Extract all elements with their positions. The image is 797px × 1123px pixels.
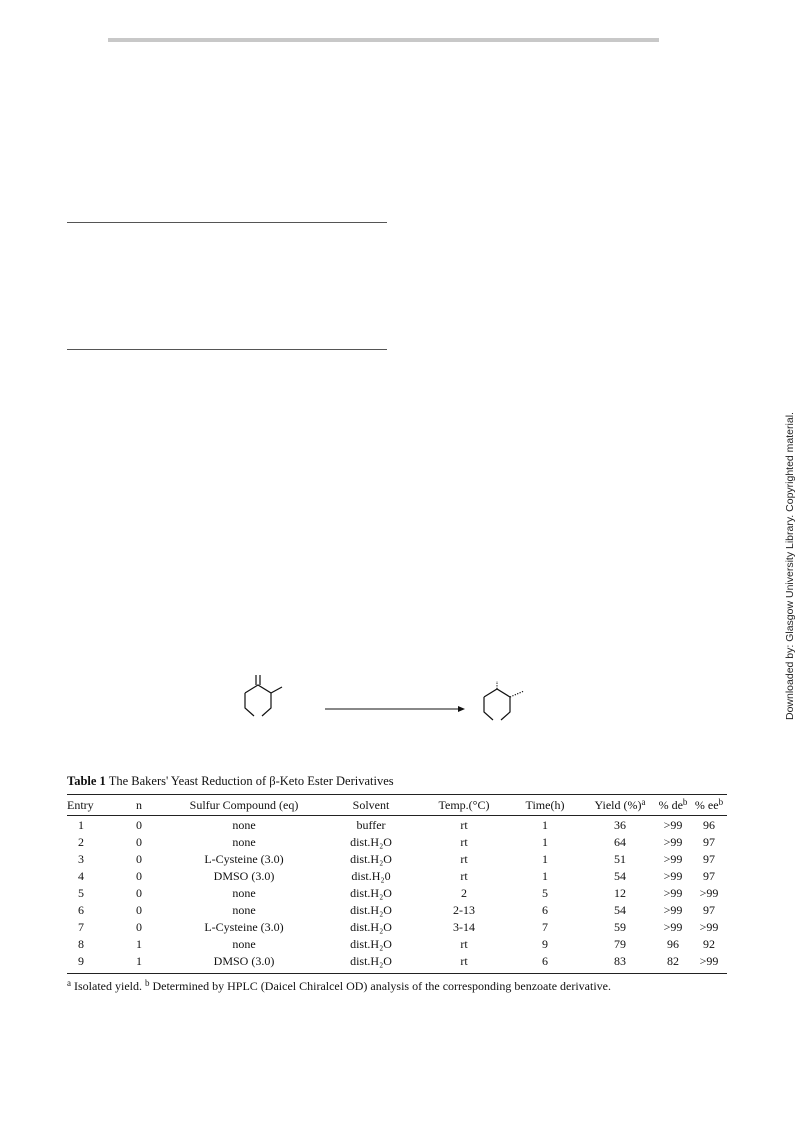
cell-yield: 54	[614, 869, 626, 883]
cell-ee: 97	[703, 835, 715, 849]
cell-entry: 7	[78, 920, 84, 934]
cell-temp: rt	[460, 869, 468, 883]
cell-temp: 2-13	[453, 903, 475, 917]
table-row	[67, 885, 727, 902]
cell-time: 1	[542, 852, 548, 866]
cell-sulfur: none	[232, 835, 256, 849]
cell-ee: >99	[699, 954, 719, 968]
cell-time: 7	[542, 920, 548, 934]
cell-ee: 97	[703, 869, 715, 883]
download-notice-text: Downloaded by: Glasgow University Library. Copyrighted material.	[784, 412, 796, 720]
table-row	[67, 817, 727, 834]
table-row	[67, 902, 727, 919]
cell-time: 6	[542, 903, 548, 917]
cell-yield: 54	[614, 903, 626, 917]
cell-temp: rt	[460, 835, 468, 849]
cell-solvent: dist.H₂O	[350, 886, 392, 900]
table-label: Table 1	[67, 774, 106, 788]
cell-temp: rt	[460, 818, 468, 832]
reaction-arrow	[325, 706, 465, 712]
table-row	[67, 834, 727, 851]
table-rule-middle	[67, 815, 727, 816]
table-caption	[67, 774, 394, 789]
table-header	[67, 796, 727, 814]
cell-yield: 36	[614, 818, 626, 832]
table-rule-top	[67, 794, 727, 795]
col-header-n: n	[136, 797, 142, 812]
col-header-de: % $de^b$	[658, 796, 688, 812]
cell-de: >99	[663, 920, 683, 934]
col-header-temp: Temp.(°C)	[438, 797, 490, 812]
cell-n: 0	[136, 920, 142, 934]
cell-sulfur: none	[232, 886, 256, 900]
cell-ee: 96	[703, 818, 715, 832]
cell-entry: 8	[78, 937, 84, 951]
table-body	[67, 817, 727, 970]
cell-solvent: dist.H₂O	[350, 852, 392, 866]
cell-n: 0	[136, 818, 142, 832]
cell-entry: 2	[78, 835, 84, 849]
section-rule-top	[67, 222, 387, 223]
table-row	[67, 868, 727, 885]
reaction-scheme	[230, 675, 550, 735]
cell-temp: 3-14	[453, 920, 475, 934]
cell-n: 0	[136, 886, 142, 900]
cell-entry: 4	[78, 869, 84, 883]
cell-time: 5	[542, 886, 548, 900]
cell-sulfur: none	[232, 903, 256, 917]
cell-sulfur: DMSO (3.0)	[213, 954, 275, 968]
cell-temp: 2	[461, 886, 467, 900]
cell-entry: 5	[78, 886, 84, 900]
cell-yield: 79	[614, 937, 626, 951]
cell-solvent: dist.H₂0	[351, 869, 391, 883]
cell-de: >99	[663, 852, 683, 866]
cell-sulfur: L-Cysteine (3.0)	[204, 920, 284, 934]
table-footnote: $^a$ Isolated yield. $^b$ Determined by HPLC (Daicel Chiralcel OD) analysis of the corresponding benzoate derivative.	[67, 978, 611, 993]
cell-temp: rt	[460, 852, 468, 866]
cell-sulfur: none	[232, 818, 256, 832]
col-header-yield: Yield (%)$^a$	[594, 796, 646, 812]
table-row	[67, 851, 727, 868]
table-header-row	[67, 796, 727, 814]
cell-yield: 83	[614, 954, 626, 968]
cell-de: 96	[667, 937, 679, 951]
cell-de: >99	[663, 886, 683, 900]
cell-de: 82	[667, 954, 679, 968]
cell-n: 0	[136, 903, 142, 917]
cell-n: 0	[136, 835, 142, 849]
cell-n: 0	[136, 852, 142, 866]
table-rule-bottom	[67, 973, 727, 974]
cell-entry: 3	[78, 852, 84, 866]
col-header-time: Time(h)	[525, 797, 565, 812]
col-header-entry: Entry	[67, 797, 94, 812]
cell-solvent: dist.H₂O	[350, 835, 392, 849]
cell-yield: 12	[614, 886, 626, 900]
cell-n: 0	[136, 869, 142, 883]
cell-yield: 64	[614, 835, 626, 849]
col-header-sulfur: Sulfur Compound (eq)	[189, 797, 299, 812]
cell-ee: >99	[699, 886, 719, 900]
cell-entry: 9	[78, 954, 84, 968]
cell-solvent: dist.H₂O	[350, 937, 392, 951]
cell-de: >99	[663, 869, 683, 883]
cell-sulfur: none	[232, 937, 256, 951]
col-header-ee: % $ee^b$	[694, 796, 724, 812]
cell-time: 1	[542, 869, 548, 883]
cell-temp: rt	[460, 954, 468, 968]
cell-ee: 92	[703, 937, 715, 951]
cell-de: >99	[663, 903, 683, 917]
cell-time: 6	[542, 954, 548, 968]
cell-solvent: dist.H₂O	[350, 903, 392, 917]
table-row	[67, 936, 727, 953]
cell-solvent: dist.H₂O	[350, 954, 392, 968]
table-row	[67, 953, 727, 970]
cell-entry: 6	[78, 903, 84, 917]
cell-ee: >99	[699, 920, 719, 934]
cell-time: 1	[542, 818, 548, 832]
cell-de: >99	[663, 835, 683, 849]
download-notice	[783, 406, 797, 720]
cell-temp: rt	[460, 937, 468, 951]
cell-de: >99	[663, 818, 683, 832]
section-rule-bottom	[67, 349, 387, 350]
cell-solvent: buffer	[356, 818, 386, 832]
cell-solvent: dist.H₂O	[350, 920, 392, 934]
cell-sulfur: L-Cysteine (3.0)	[204, 852, 284, 866]
cell-ee: 97	[703, 852, 715, 866]
cell-time: 1	[542, 835, 548, 849]
cell-yield: 59	[614, 920, 626, 934]
table-row	[67, 919, 727, 936]
header-bar	[108, 38, 659, 42]
cell-entry: 1	[78, 818, 84, 832]
cell-n: 1	[136, 937, 142, 951]
cell-time: 9	[542, 937, 548, 951]
cell-ee: 97	[703, 903, 715, 917]
alcohol-product-structure	[484, 681, 524, 720]
cell-n: 1	[136, 954, 142, 968]
cell-yield: 51	[614, 852, 626, 866]
col-header-solvent: Solvent	[352, 797, 390, 812]
ketone-reactant-structure	[245, 675, 282, 716]
table-title: The Bakers' Yeast Reduction of β-Keto Ester Derivatives	[108, 774, 394, 788]
cell-sulfur: DMSO (3.0)	[213, 869, 275, 883]
